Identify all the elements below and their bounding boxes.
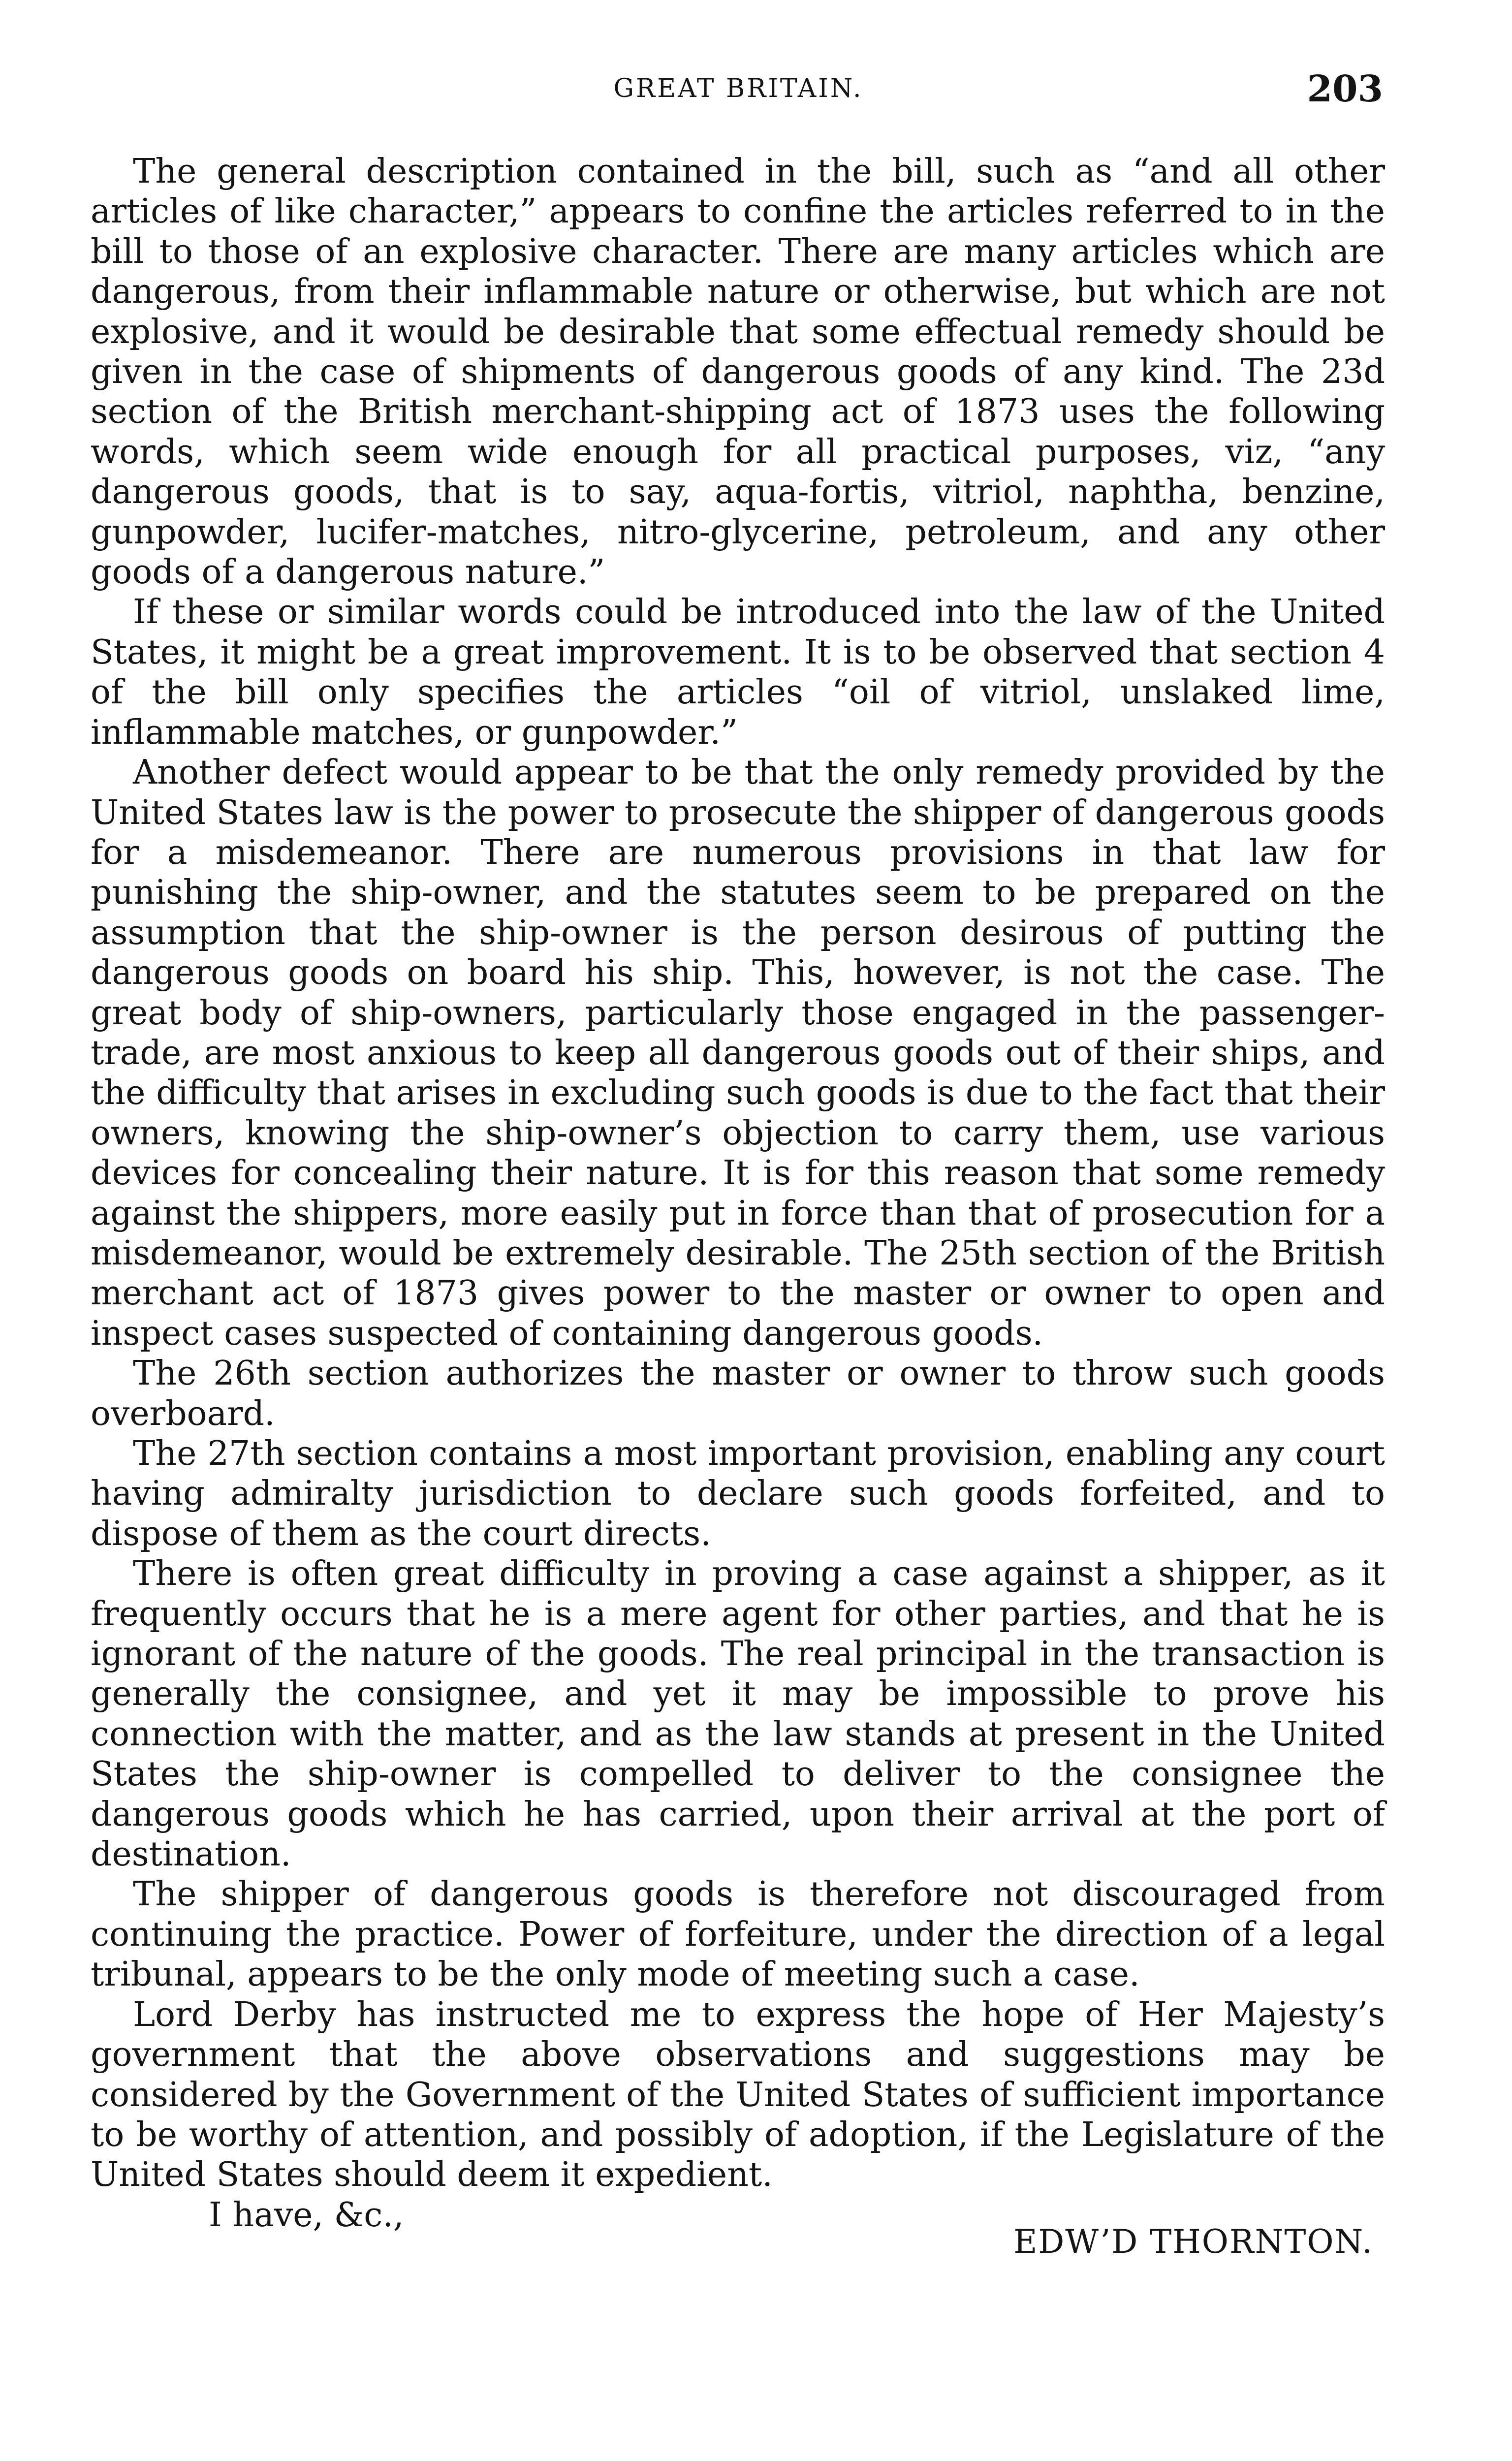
paragraph-similar-words: If these or similar words could be introduced into the law of the United States, it might be a great improvement. It is to be observed that section 4 of the bill only specifies the articles “oil of vitriol, unslaked lime, inflammable matches, or gunpowder.”	[91, 593, 1385, 752]
paragraph-shipper-discouraged: The shipper of dangerous goods is therefore not discouraged from continuing the practice. Power of forfeiture, under the direction of a legal tribunal, appears to be the only mode of meeting such a case.	[91, 1875, 1385, 1994]
paragraph-another-defect: Another defect would appear to be that the only remedy provided by the United States law is the power to prosecute the shipper of dangerous goods for a misdemeanor. There are numerous provisions in that law for punishing the ship-owner, and the statutes seem to be prepared on the assumption that the ship-owner is the person desirous of putting the dangerous goods on board his ship. This, however, is not the case. The great body of ship-owners, particularly those engaged in the passenger-trade, are most anxious to keep all dangerous goods out of their ships, and the difficulty that arises in excluding such goods is due to the fact that their owners, knowing the ship-owner’s objection to carry them, use various devices for concealing their nature. It is for this reason that some remedy against the shippers, more easily put in force than that of prosecution for a misdemeanor, would be extremely desirable. The 25th section of the British merchant act of 1873 gives power to the master or owner to open and inspect cases suspected of containing dangerous goods.	[91, 753, 1385, 1353]
closing-line: I have, &c.,	[209, 2195, 404, 2235]
body-text	[91, 152, 1385, 2235]
page-number: 203	[1307, 68, 1383, 110]
running-title: GREAT BRITAIN.	[613, 74, 863, 103]
paragraph-lord-derby: Lord Derby has instructed me to express the hope of Her Majesty’s government that the above observations and suggestions may be considered by the Government of the United States of sufficient importance to be worthy of attention, and possibly of adoption, if the Legislature of the United States should deem it expedient.	[91, 1995, 1385, 2195]
paragraph-26th-section: The 26th section authorizes the master or owner to throw such goods overboard.	[91, 1354, 1385, 1433]
running-head	[94, 68, 1383, 112]
paragraph-general-description: The general description contained in the bill, such as “and all other articles of like character,” appears to confine the articles referred to in the bill to those of an explosive character. There are many articles which are dangerous, from their inflammable nature or otherwise, but which are not explosive, and it would be desirable that some effectual remedy should be given in the case of shipments of dangerous goods of any kind. The 23d section of the British merchant-shipping act of 1873 uses the following words, which seem wide enough for all practical purposes, viz, “any dangerous goods, that is to say, aqua-fortis, vitriol, naphtha, benzine, gunpowder, lucifer-matches, nitro-glycerine, petroleum, and any other goods of a dangerous nature.”	[91, 152, 1385, 592]
paragraph-27th-section: The 27th section contains a most important provision, enabling any court having admiralty jurisdiction to declare such goods forfeited, and to dispose of them as the court directs.	[91, 1434, 1385, 1553]
signature: EDW’D THORNTON.	[1013, 2223, 1373, 2261]
paragraph-proving-case: There is often great difficulty in proving a case against a shipper, as it frequently occurs that he is a mere agent for other parties, and that he is ignorant of the nature of the goods. The real principal in the transaction is generally the consignee, and yet it may be impossible to prove his connection with the matter, and as the law stands at present in the United States the ship-owner is compelled to deliver to the consignee the dangerous goods which he has carried, upon their arrival at the port of destination.	[91, 1554, 1385, 1874]
